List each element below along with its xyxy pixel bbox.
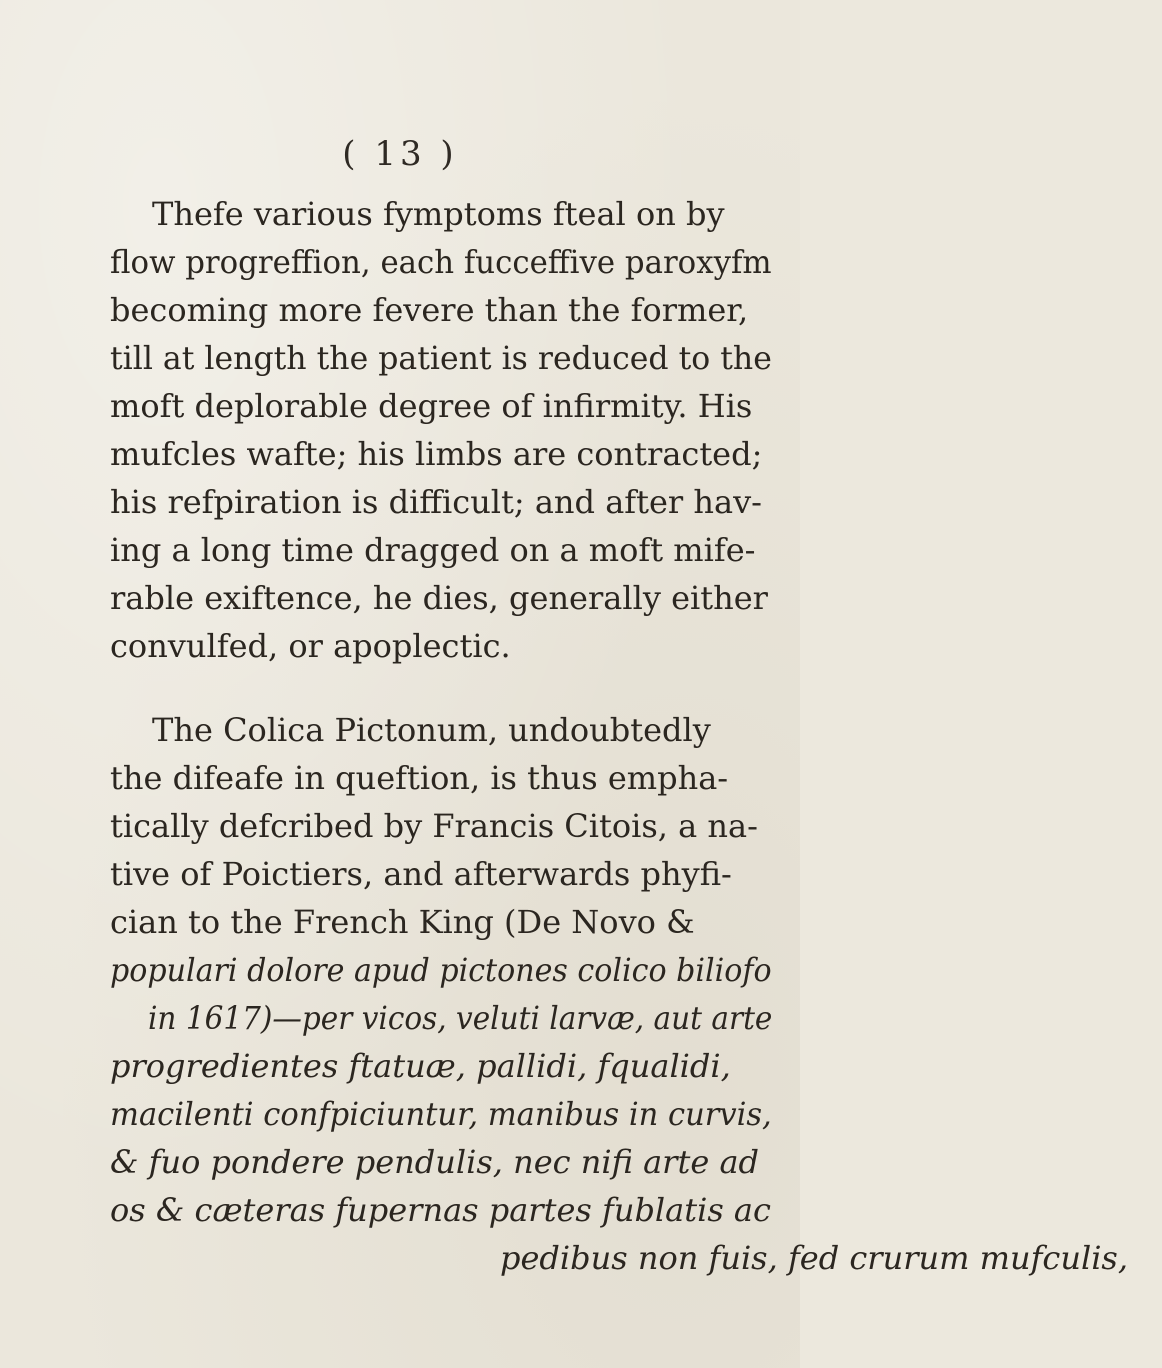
text-line: tive of Poictiers, and afterwards phyfi- [110, 855, 732, 893]
text-line: becoming more fevere than the former, [110, 291, 749, 329]
text-line: pedibus non fuis, fed crurum mufculis, [500, 1239, 1129, 1277]
text-line: his refpiration is difficult; and after hav- [110, 483, 762, 521]
text-line: moft deplorable degree of infirmity. His [110, 387, 753, 425]
text-line: convulfed, or apoplectic. [110, 627, 511, 665]
text-line: rable exiftence, he dies, generally either [110, 579, 768, 617]
text-line: cian to the French King (De Novo & [110, 903, 695, 941]
text-line: the difeafe in queftion, is thus empha- [110, 759, 729, 797]
text-line: Thefe various fymptoms fteal on by [152, 195, 725, 233]
text-line: The Colica Pictonum, undoubtedly [152, 711, 711, 749]
text-line: ing a long time dragged on a moft mife- [110, 531, 756, 569]
text-line: & fuo pondere pendulis, nec nifi arte ad [110, 1143, 759, 1181]
text-line: populari dolore apud pictones colico biliofo [110, 951, 772, 989]
text-line: macilenti confpiciuntur, manibus in curvis, [110, 1095, 772, 1133]
text-line: progredientes ftatuæ, pallidi, fqualidi, [110, 1047, 731, 1085]
page-number: ( 13 ) [342, 134, 458, 174]
text-line: tically defcribed by Francis Citois, a na- [110, 807, 758, 845]
text-line: flow progreffion, each fucceffive paroxyfm [110, 243, 772, 281]
text-line: mufcles wafte; his limbs are contracted; [110, 435, 763, 473]
text-line: till at length the patient is reduced to the [110, 339, 772, 377]
text-line: in 1617)—per vicos, veluti larvæ, aut arte [148, 999, 773, 1037]
text-line: os & cæteras fupernas partes fublatis ac [110, 1191, 771, 1229]
